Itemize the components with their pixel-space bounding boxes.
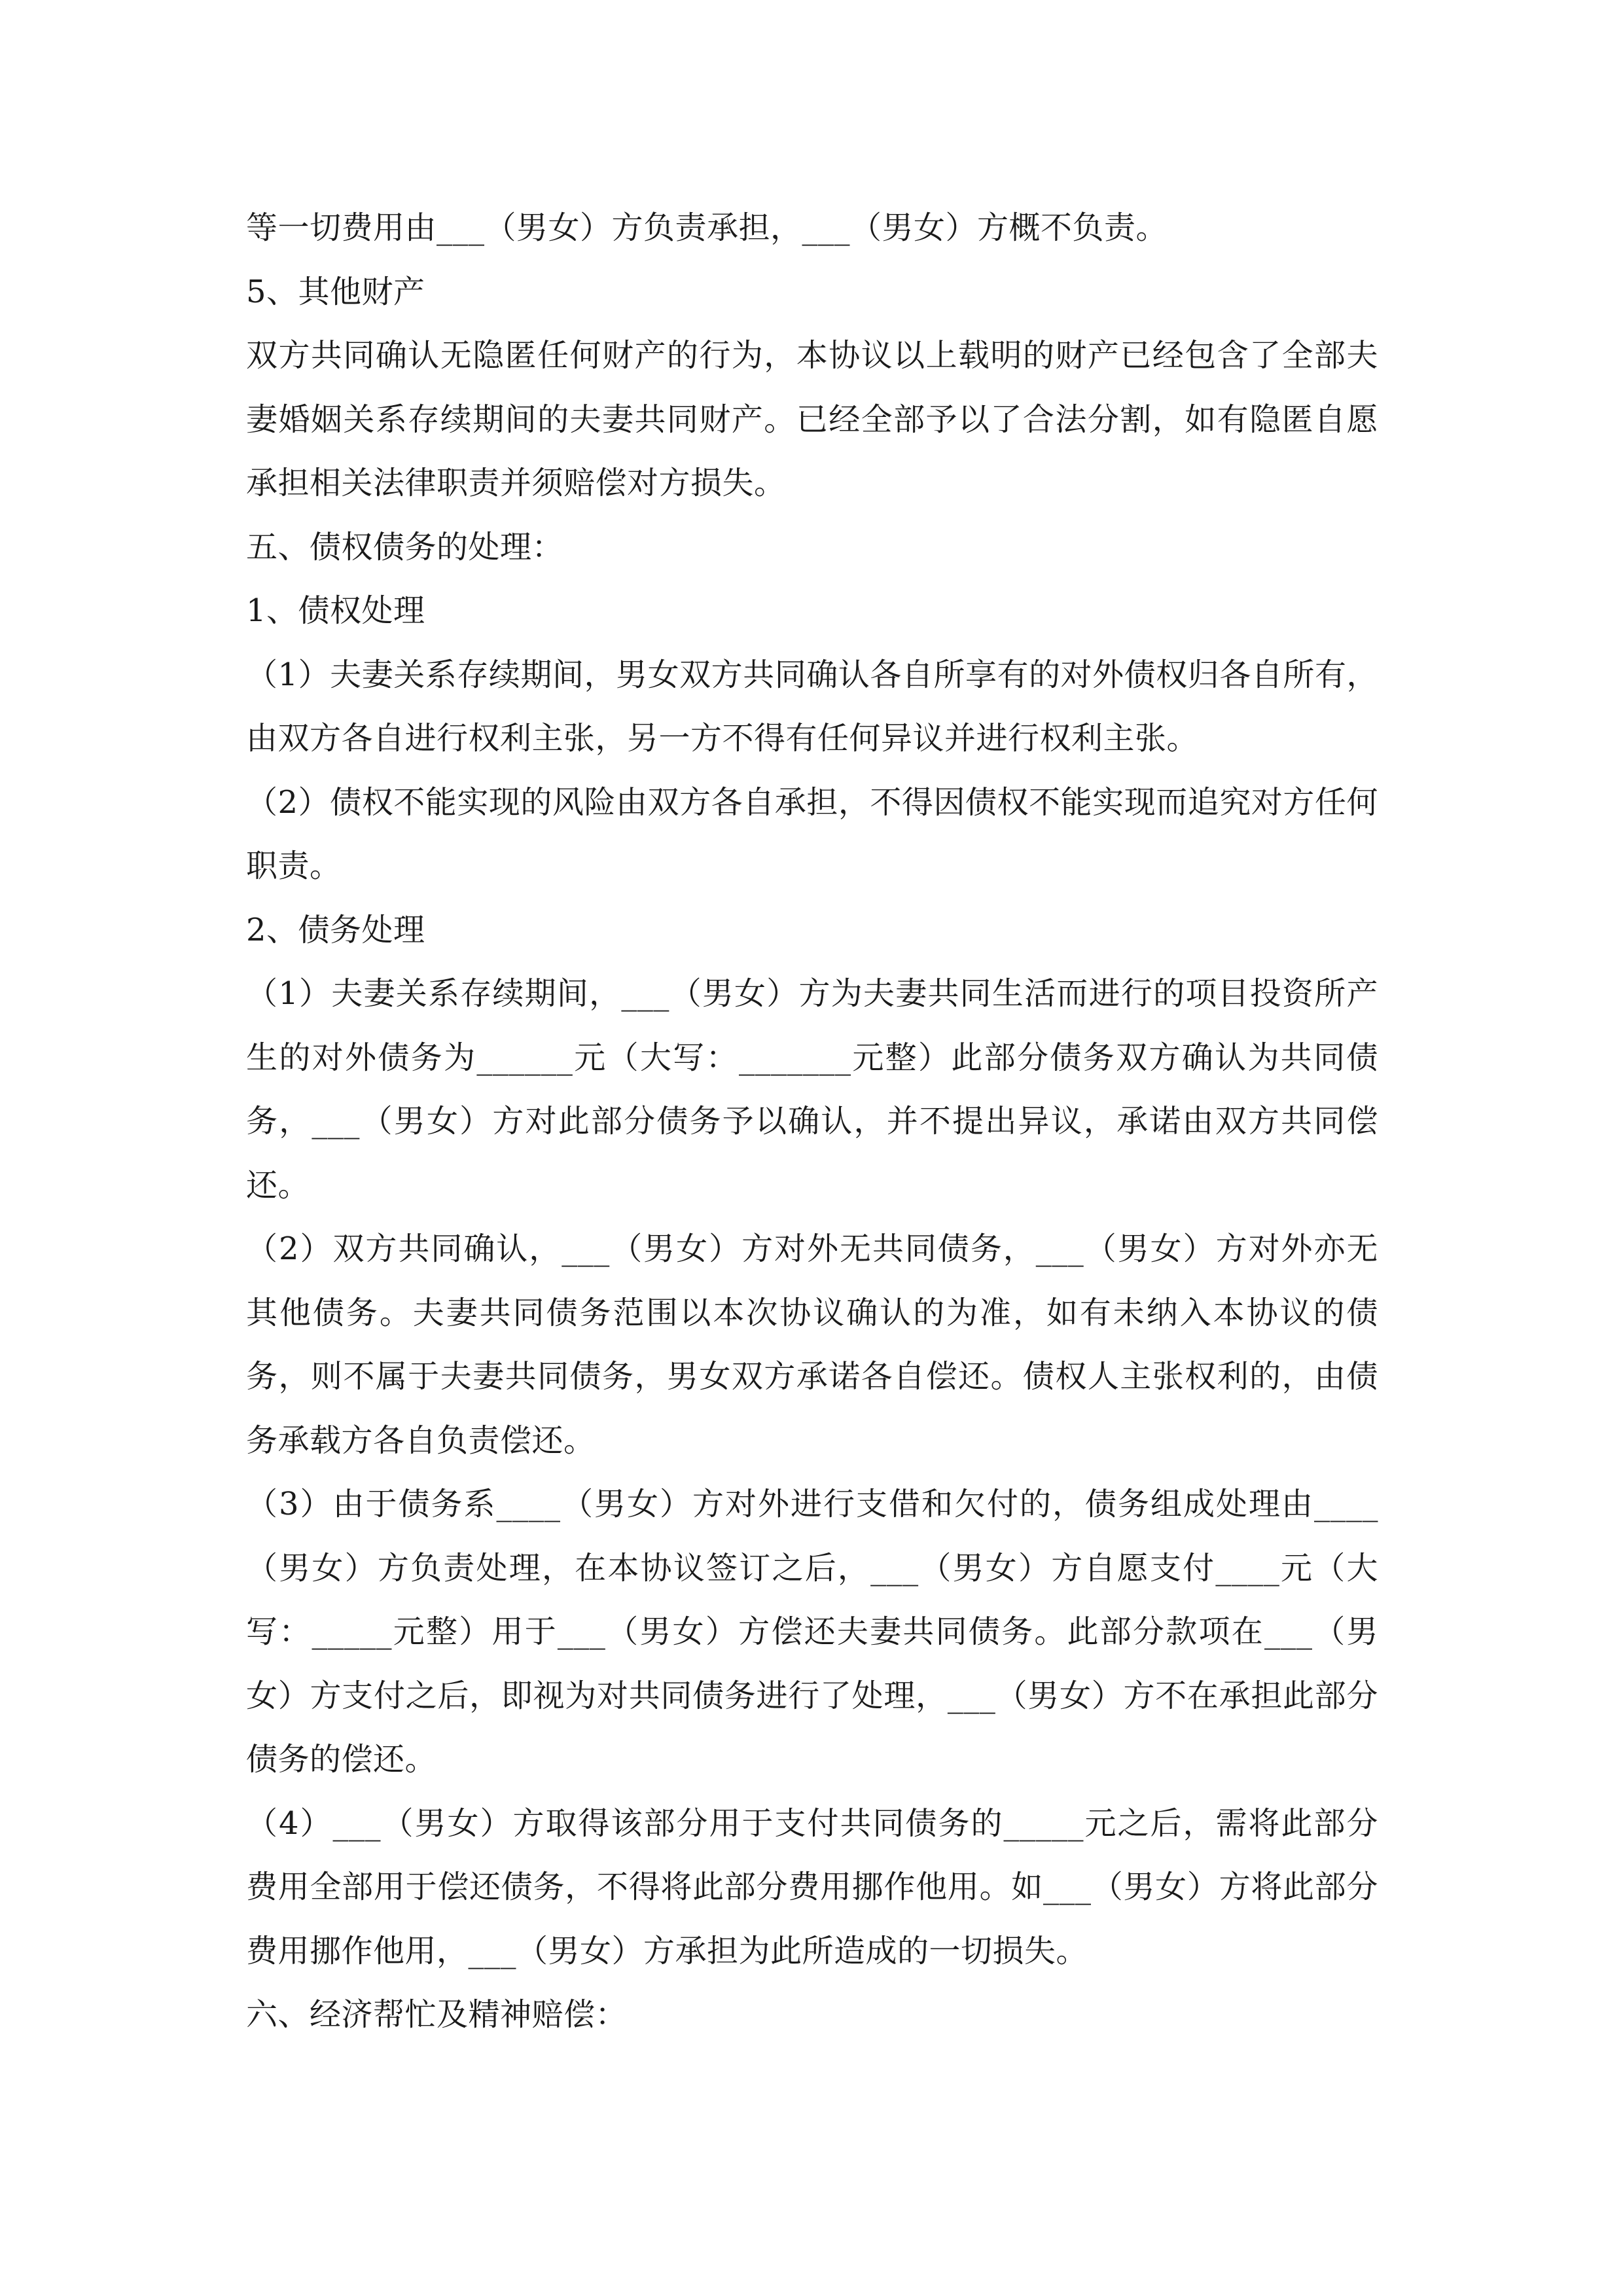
paragraph-debt-4: （4）___（男女）方取得该部分用于支付共同债务的_____元之后，需将此部分费用全部用于偿还债务，不得将此部分费用挪作他用。如___（男女）方将此部分费用挪作他用，___（男女）方承担为此所造成的一切损失。 — [246, 1804, 1378, 1969]
heading-creditor-rights: 1、债权处理 — [246, 592, 425, 629]
section-heading-compensation: 六、经济帮忙及精神赔偿： — [246, 1996, 628, 2033]
paragraph-creditor-rights-2: （2）债权不能实现的风险由双方各自承担，不得因债权不能实现而追究对方任何职责。 — [246, 783, 1378, 884]
paragraph-no-hidden-property: 双方共同确认无隐匿任何财产的行为，本协议以上载明的财产已经包含了全部夫妻婚姻关系存续期间的夫妻共同财产。已经全部予以了合法分割，如有隐匿自愿承担相关法律职责并须赔偿对方损失。 — [246, 337, 1378, 501]
paragraph-debt-1: （1）夫妻关系存续期间，___（男女）方为夫妻共同生活而进行的项目投资所产生的对外债务为______元（大写：_______元整）此部分债务双方确认为共同债务，___（男女）方对此部分债务予以确认，并不提出异议，承诺由双方共同偿还。 — [246, 975, 1378, 1204]
document-body — [246, 196, 1378, 2047]
paragraph-expense-responsibility: 等一切费用由___（男女）方负责承担，___（男女）方概不负责。 — [246, 209, 1168, 246]
paragraph-debt-3: （3）由于债务系____（男女）方对外进行支借和欠付的，债务组成处理由____（男女）方负责处理，在本协议签订之后，___（男女）方自愿支付____元（大写：_____元整）用于___（男女）方偿还夫妻共同债务。此部分款项在___（男女）方支付之后，即视为对共同债务进行了处理，___（男女）方不在承担此部分债务的偿还。 — [246, 1486, 1378, 1778]
heading-debt-handling: 2、债务处理 — [246, 911, 425, 948]
heading-other-property: 5、其他财产 — [246, 273, 425, 310]
paragraph-debt-2: （2）双方共同确认，___（男女）方对外无共同债务，___（男女）方对外亦无其他债务。夫妻共同债务范围以本次协议确认的为准，如有未纳入本协议的债务，则不属于夫妻共同债务，男女双方承诺各自偿还。债权人主张权利的，由债务承载方各自负责偿还。 — [246, 1230, 1378, 1459]
section-heading-debts: 五、债权债务的处理： — [246, 528, 564, 565]
paragraph-creditor-rights-1: （1）夫妻关系存续期间，男女双方共同确认各自所享有的对外债权归各自所有，由双方各自进行权利主张，另一方不得有任何异议并进行权利主张。 — [246, 656, 1378, 757]
